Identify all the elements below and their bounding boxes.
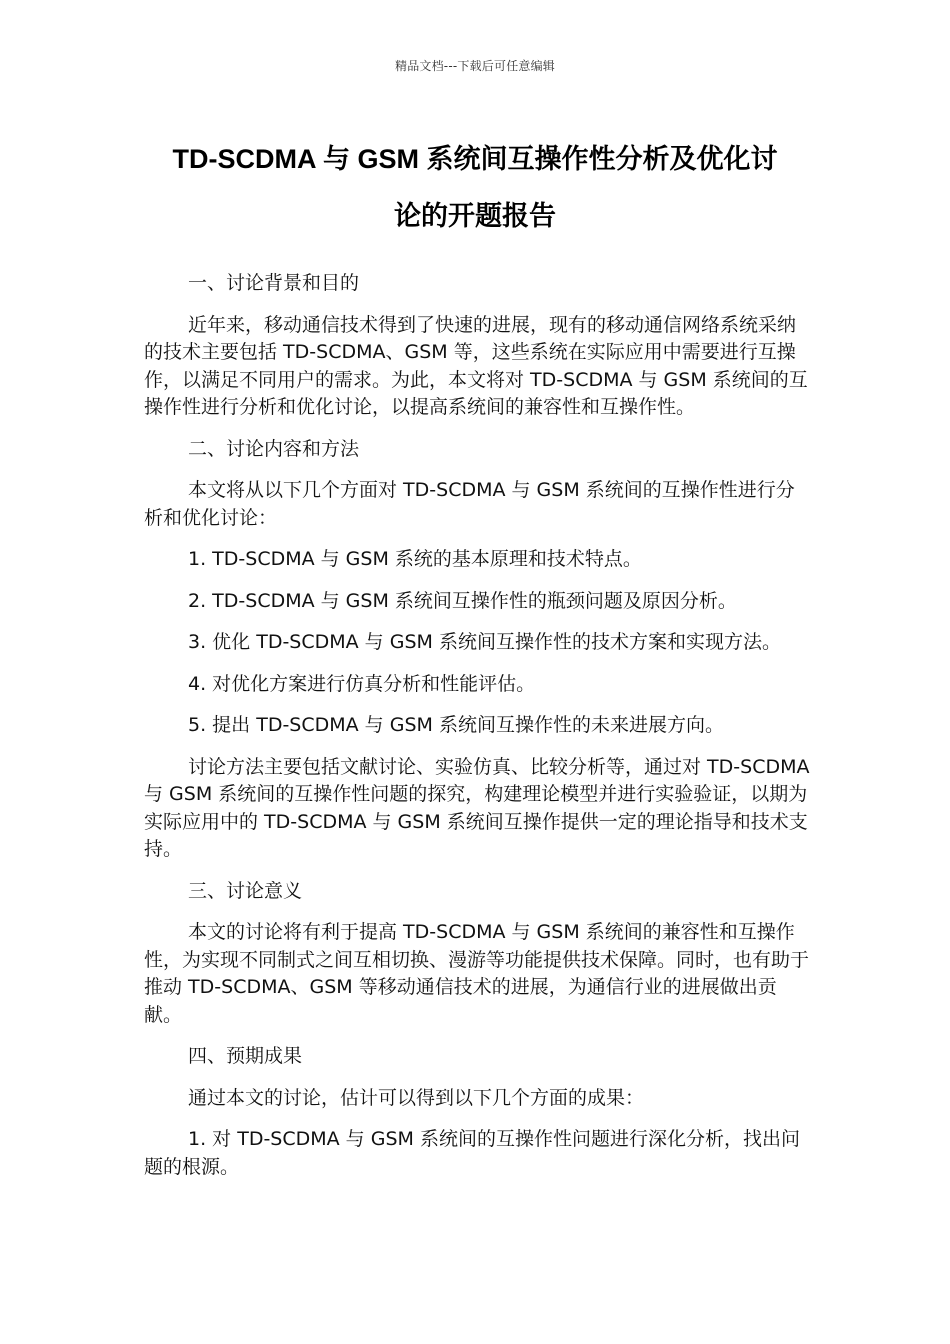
title-line-1: TD-SCDMA 与 GSM 系统间互操作性分析及优化讨	[172, 144, 778, 174]
content-list-item-5: 5. 提出 TD-SCDMA 与 GSM 系统间互操作性的未来进展方向。	[188, 714, 724, 736]
background-paragraph: 近年来，移动通信技术得到了快速的进展，现有的移动通信网络系统采纳的技术主要包括 TD-SCDMA、GSM 等，这些系统在实际应用中需要进行互操作，以满足不同用户的需求。为此，本文将对 TD-SCDMA 与 GSM 系统间的互操作性进行分析和优化讨论，以提高系统间的兼容性和互操作性。	[144, 313, 808, 418]
section-heading-content: 二、讨论内容和方法	[188, 437, 360, 460]
outcomes-intro-paragraph: 通过本文的讨论，估计可以得到以下几个方面的成果：	[188, 1086, 645, 1109]
section-heading-background: 一、讨论背景和目的	[188, 272, 360, 294]
content-list-item-4: 4. 对优化方案进行仿真分析和性能评估。	[188, 672, 536, 695]
document-body	[144, 270, 812, 1195]
outcomes-list-item-1: 1. 对 TD-SCDMA 与 GSM 系统间的互操作性问题进行深化分析，找出问题的根源。	[144, 1128, 800, 1178]
method-paragraph: 讨论方法主要包括文献讨论、实验仿真、比较分析等，通过对 TD-SCDMA 与 GSM 系统间的互操作性问题的探究，构建理论模型并进行实验验证，以期为实际应用中的 TD-SCDMA 与 GSM 系统间互操作提供一定的理论指导和技术支持。	[144, 755, 810, 860]
document-title	[130, 131, 820, 245]
header-note: 精品文档---下载后可任意编辑	[395, 59, 555, 73]
content-list-item-1: 1. TD-SCDMA 与 GSM 系统的基本原理和技术特点。	[188, 548, 642, 570]
section-heading-outcomes: 四、预期成果	[188, 1045, 303, 1067]
title-line-2: 论的开题报告	[394, 201, 556, 231]
content-list-item-2: 2. TD-SCDMA 与 GSM 系统间互操作性的瓶颈问题及原因分析。	[188, 589, 737, 612]
significance-paragraph: 本文的讨论将有利于提高 TD-SCDMA 与 GSM 系统间的兼容性和互操作性，为实现不同制式之间互相切换、漫游等功能提供技术保障。同时，也有助于推动 TD-SCDMA、GSM 等移动通信技术的进展，为通信行业的进展做出贡献。	[144, 921, 810, 1026]
section-heading-significance: 三、讨论意义	[188, 879, 303, 902]
content-intro-paragraph: 本文将从以下几个方面对 TD-SCDMA 与 GSM 系统间的互操作性进行分析和优化讨论：	[144, 479, 795, 529]
content-list-item-3: 3. 优化 TD-SCDMA 与 GSM 系统间互操作性的技术方案和实现方法。	[188, 631, 781, 653]
